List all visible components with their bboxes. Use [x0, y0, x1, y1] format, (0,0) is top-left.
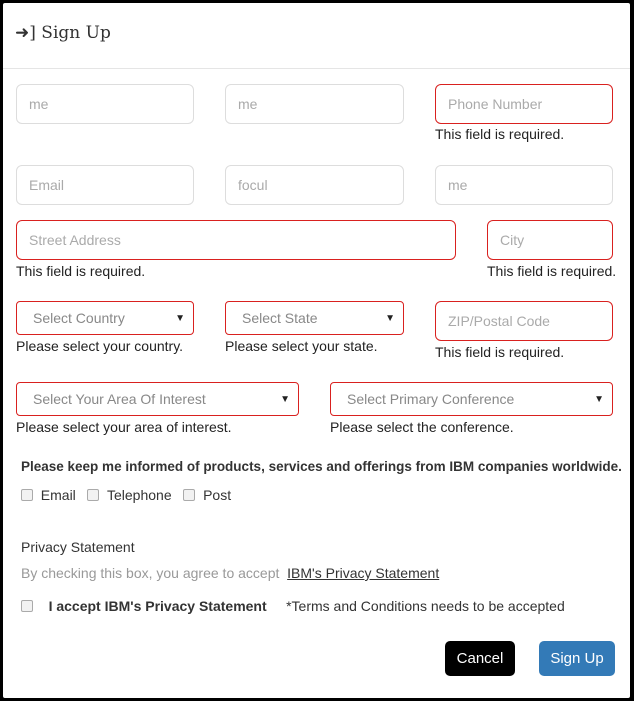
telephone-option-label: Telephone: [107, 487, 172, 503]
telephone-checkbox[interactable]: [87, 489, 99, 501]
caret-down-icon: ▼: [280, 393, 290, 405]
interest-value: Select Your Area Of Interest: [33, 391, 206, 407]
company-input[interactable]: focul: [225, 165, 404, 205]
terms-note: *Terms and Conditions needs to be accepted: [286, 598, 565, 614]
street-error: This field is required.: [16, 263, 146, 279]
caret-down-icon: ▼: [175, 312, 185, 324]
dialog-title: [15, 23, 111, 43]
country-error: Please select your country.: [16, 338, 184, 354]
conference-select[interactable]: [330, 382, 613, 416]
contact-options: [21, 487, 231, 503]
signup-dialog: [3, 3, 630, 698]
privacy-text: [21, 565, 439, 581]
country-value: Select Country: [33, 310, 125, 326]
interest-select[interactable]: [16, 382, 299, 416]
email-input[interactable]: Email: [16, 165, 194, 205]
country-select[interactable]: [16, 301, 194, 335]
email-option-label: Email: [40, 487, 76, 503]
street-input[interactable]: Street Address: [16, 220, 456, 260]
state-error: Please select your state.: [225, 338, 378, 354]
email-checkbox[interactable]: [21, 489, 33, 501]
state-value: Select State: [242, 310, 318, 326]
last-name-input[interactable]: me: [225, 84, 404, 124]
conference-value: Select Primary Conference: [347, 391, 515, 407]
sign-in-icon: ➜]: [15, 23, 36, 43]
title-text: Sign Up: [41, 23, 111, 43]
interest-error: Please select your area of interest.: [16, 419, 232, 435]
accept-checkbox[interactable]: [21, 600, 33, 612]
first-name-input[interactable]: me: [16, 84, 194, 124]
phone-error: This field is required.: [435, 126, 565, 142]
accept-label: I accept IBM's Privacy Statement: [48, 598, 267, 614]
privacy-link[interactable]: IBM's Privacy Statement: [287, 565, 440, 581]
privacy-desc: By checking this box, you agree to accept: [21, 565, 280, 581]
job-title-input[interactable]: me: [435, 165, 613, 205]
post-option-label: Post: [203, 487, 232, 503]
contact-label: Please keep me informed of products, services and offerings from IBM companies worldwide.: [21, 459, 622, 474]
sign-up-button[interactable]: Sign Up: [539, 641, 615, 676]
state-select[interactable]: [225, 301, 404, 335]
dialog-header: [3, 3, 630, 69]
zip-error: This field is required.: [435, 344, 565, 360]
cancel-button[interactable]: Cancel: [445, 641, 515, 676]
city-error: This field is required.: [487, 263, 617, 279]
post-checkbox[interactable]: [183, 489, 195, 501]
caret-down-icon: ▼: [594, 393, 604, 405]
privacy-heading: Privacy Statement: [21, 539, 135, 555]
accept-row: [21, 598, 565, 614]
zip-input[interactable]: ZIP/Postal Code: [435, 301, 613, 341]
city-input[interactable]: City: [487, 220, 613, 260]
conference-error: Please select the conference.: [330, 419, 514, 435]
caret-down-icon: ▼: [385, 312, 395, 324]
phone-input[interactable]: Phone Number: [435, 84, 613, 124]
